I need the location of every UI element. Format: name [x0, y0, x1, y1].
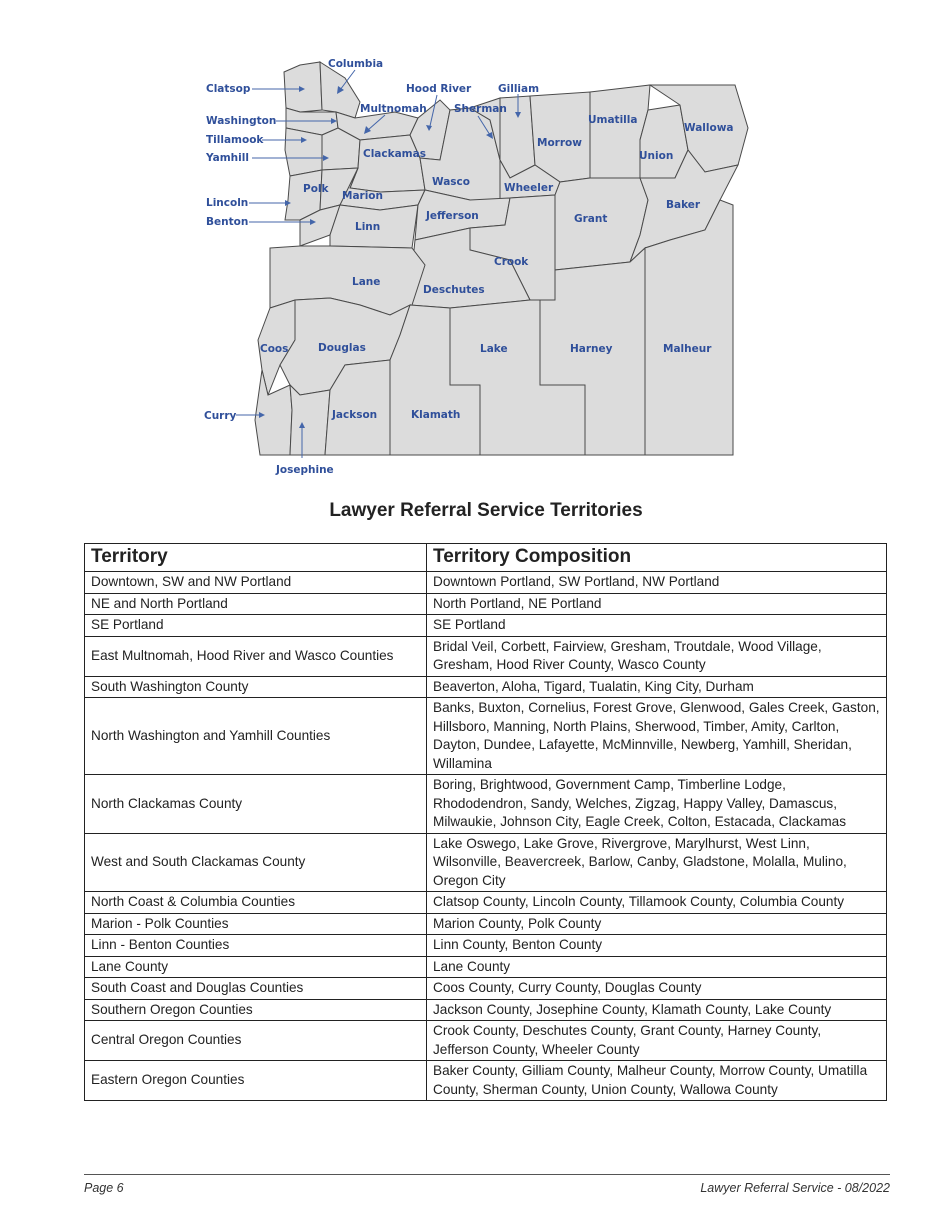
- label-polk: Polk: [303, 183, 329, 195]
- territory-cell: SE Portland: [85, 615, 427, 637]
- label-lane: Lane: [352, 276, 381, 288]
- table-row: [85, 676, 887, 698]
- county-tillamook: [285, 128, 322, 176]
- territory-cell: North Coast & Columbia Counties: [85, 892, 427, 914]
- territory-cell: NE and North Portland: [85, 593, 427, 615]
- table-row: [85, 1021, 887, 1061]
- column-header-composition: Territory Composition: [427, 544, 887, 572]
- table-body: [85, 572, 887, 1101]
- composition-cell: Bridal Veil, Corbett, Fairview, Gresham, Troutdale, Wood Village, Gresham, Hood River County, Wasco County: [427, 636, 887, 676]
- label-malheur: Malheur: [663, 343, 712, 355]
- page-title: Lawyer Referral Service Territories: [329, 500, 643, 521]
- label-jackson: Jackson: [332, 409, 378, 421]
- label-yamhill: Yamhill: [206, 152, 249, 164]
- label-tillamook: Tillamook: [206, 134, 264, 146]
- table-row: [85, 978, 887, 1000]
- composition-cell: Downtown Portland, SW Portland, NW Portland: [427, 572, 887, 594]
- label-columbia: Columbia: [328, 58, 384, 70]
- label-gilliam: Gilliam: [498, 83, 540, 95]
- label-wasco: Wasco: [432, 176, 470, 188]
- table-row: [85, 615, 887, 637]
- label-deschutes: Deschutes: [423, 284, 485, 296]
- table-row: [85, 775, 887, 834]
- label-lake: Lake: [480, 343, 508, 355]
- label-clatsop: Clatsop: [206, 83, 251, 95]
- territory-cell: South Washington County: [85, 676, 427, 698]
- label-multnomah: Multnomah: [360, 103, 427, 115]
- footer-divider: [84, 1174, 890, 1175]
- composition-cell: Linn County, Benton County: [427, 935, 887, 957]
- territory-cell: Downtown, SW and NW Portland: [85, 572, 427, 594]
- county-clatsop: [284, 62, 322, 112]
- label-jefferson: Jefferson: [426, 210, 479, 222]
- label-lincoln: Lincoln: [206, 197, 249, 209]
- territory-cell: Eastern Oregon Counties: [85, 1061, 427, 1101]
- label-sherman: Sherman: [454, 103, 507, 115]
- composition-cell: Crook County, Deschutes County, Grant County, Harney County, Jefferson County, Wheeler County: [427, 1021, 887, 1061]
- label-curry: Curry: [204, 410, 237, 422]
- label-douglas: Douglas: [318, 342, 366, 354]
- table-row: [85, 1061, 887, 1101]
- composition-cell: Lake Oswego, Lake Grove, Rivergrove, Marylhurst, West Linn, Wilsonville, Beavercreek, Barlow, Canby, Gladstone, Molalla, Mulino, Oregon City: [427, 833, 887, 892]
- county-josephine: [290, 385, 330, 455]
- label-harney: Harney: [570, 343, 613, 355]
- label-marion: Marion: [342, 190, 384, 202]
- table-row: [85, 956, 887, 978]
- label-hood-river: Hood River: [406, 83, 472, 95]
- label-grant: Grant: [574, 213, 608, 225]
- territory-cell: Southern Oregon Counties: [85, 999, 427, 1021]
- footer-page-number: Page 6: [84, 1181, 124, 1195]
- territory-cell: Lane County: [85, 956, 427, 978]
- label-umatilla: Umatilla: [588, 114, 638, 126]
- column-header-territory: Territory: [85, 544, 427, 572]
- label-baker: Baker: [666, 199, 701, 211]
- territory-cell: East Multnomah, Hood River and Wasco Counties: [85, 636, 427, 676]
- label-coos: Coos: [260, 343, 289, 355]
- territory-cell: Central Oregon Counties: [85, 1021, 427, 1061]
- label-benton: Benton: [206, 216, 249, 228]
- composition-cell: Jackson County, Josephine County, Klamath County, Lake County: [427, 999, 887, 1021]
- footer-document-info: Lawyer Referral Service - 08/2022: [700, 1181, 890, 1195]
- label-josephine: Josephine: [276, 464, 334, 476]
- table-row: [85, 572, 887, 594]
- oregon-county-map: [200, 55, 760, 480]
- table-row: [85, 636, 887, 676]
- composition-cell: Marion County, Polk County: [427, 913, 887, 935]
- label-union: Union: [639, 150, 674, 162]
- label-morrow: Morrow: [537, 137, 582, 149]
- label-crook: Crook: [494, 256, 529, 268]
- composition-cell: SE Portland: [427, 615, 887, 637]
- label-klamath: Klamath: [411, 409, 461, 421]
- table-row: [85, 913, 887, 935]
- table-row: [85, 935, 887, 957]
- label-wheeler: Wheeler: [504, 182, 554, 194]
- territory-table: [84, 543, 887, 1101]
- label-wallowa: Wallowa: [684, 122, 734, 134]
- table-row: [85, 698, 887, 775]
- label-washington: Washington: [206, 115, 277, 127]
- composition-cell: North Portland, NE Portland: [427, 593, 887, 615]
- composition-cell: Baker County, Gilliam County, Malheur County, Morrow County, Umatilla County, Sherman County, Union County, Wallowa County: [427, 1061, 887, 1101]
- map-svg: [200, 55, 760, 480]
- table-row: [85, 593, 887, 615]
- territory-cell: Linn - Benton Counties: [85, 935, 427, 957]
- composition-cell: Beaverton, Aloha, Tigard, Tualatin, King City, Durham: [427, 676, 887, 698]
- territory-cell: Marion - Polk Counties: [85, 913, 427, 935]
- composition-cell: Boring, Brightwood, Government Camp, Timberline Lodge, Rhododendron, Sandy, Welches, Zigzag, Happy Valley, Damascus, Milwaukie, Johnson City, Eagle Creek, Colton, Estacada, Clackamas: [427, 775, 887, 834]
- territory-cell: North Washington and Yamhill Counties: [85, 698, 427, 775]
- table-row: [85, 833, 887, 892]
- territory-cell: South Coast and Douglas Counties: [85, 978, 427, 1000]
- composition-cell: Clatsop County, Lincoln County, Tillamook County, Columbia County: [427, 892, 887, 914]
- label-linn: Linn: [355, 221, 381, 233]
- label-clackamas: Clackamas: [363, 148, 426, 160]
- county-curry: [255, 370, 292, 455]
- table-header-row: [85, 544, 887, 572]
- table-row: [85, 999, 887, 1021]
- composition-cell: Banks, Buxton, Cornelius, Forest Grove, Glenwood, Gales Creek, Gaston, Hillsboro, Manning, North Plains, Sherwood, Timber, Amity, Carlton, Dayton, Dundee, Lafayette, McMinnville, Newberg, Yamhill, Sheridan, Willamina: [427, 698, 887, 775]
- composition-cell: Lane County: [427, 956, 887, 978]
- territory-cell: North Clackamas County: [85, 775, 427, 834]
- table-row: [85, 892, 887, 914]
- composition-cell: Coos County, Curry County, Douglas County: [427, 978, 887, 1000]
- territory-cell: West and South Clackamas County: [85, 833, 427, 892]
